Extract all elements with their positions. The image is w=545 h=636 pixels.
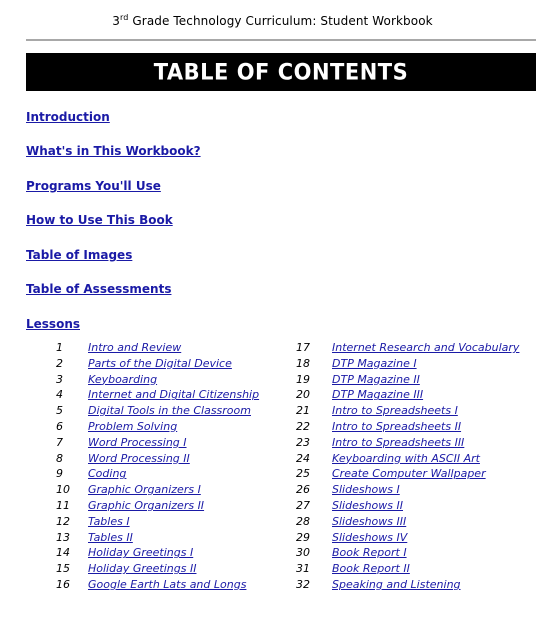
lesson-link[interactable]: Internet and Digital Citizenship: [88, 388, 260, 402]
lesson-number: 20: [296, 388, 310, 402]
lesson-row: [26, 514, 259, 530]
lesson-number: 13: [56, 530, 70, 544]
lesson-number: 4: [56, 388, 63, 402]
lesson-row: [26, 403, 259, 419]
lesson-row: [26, 451, 259, 467]
lesson-link[interactable]: Google Earth Lats and Longs: [88, 577, 247, 591]
lesson-link[interactable]: Book Report I: [332, 546, 407, 560]
lesson-row: [296, 387, 519, 403]
link-table-of-assessments[interactable]: Table of Assessments: [26, 282, 172, 296]
header-grade: 3: [112, 14, 121, 28]
lesson-row: [26, 482, 259, 498]
lesson-number: 18: [296, 356, 310, 370]
link-how-to-use-book[interactable]: How to Use This Book: [26, 213, 173, 227]
lesson-row: [296, 514, 519, 530]
lessons-column-2: [296, 340, 519, 593]
lesson-link[interactable]: Word Processing II: [88, 451, 190, 465]
lesson-row: [26, 530, 259, 546]
lesson-number: 29: [296, 530, 310, 544]
link-lessons[interactable]: Lessons: [26, 317, 80, 331]
lesson-link[interactable]: Holiday Greetings I: [88, 546, 194, 560]
page-header: [0, 14, 545, 28]
lesson-row: [296, 530, 519, 546]
lesson-number: 8: [56, 451, 63, 465]
lesson-row: [296, 356, 519, 372]
lesson-link[interactable]: Speaking and Listening: [332, 577, 461, 591]
lesson-link[interactable]: Create Computer Wallpaper: [332, 467, 486, 481]
lesson-link[interactable]: Coding: [88, 467, 127, 481]
lesson-row: [26, 498, 259, 514]
lesson-number: 32: [296, 577, 310, 591]
lesson-number: 6: [56, 419, 63, 433]
lesson-number: 24: [296, 451, 310, 465]
lesson-link[interactable]: Slideshows IV: [332, 530, 408, 544]
lesson-link[interactable]: Holiday Greetings II: [88, 562, 197, 576]
lesson-link[interactable]: Parts of the Digital Device: [88, 356, 232, 370]
lesson-row: [296, 372, 519, 388]
lesson-link[interactable]: Tables II: [88, 530, 133, 544]
lesson-number: 14: [56, 546, 70, 560]
lesson-row: [296, 482, 519, 498]
lesson-number: 7: [56, 435, 63, 449]
lesson-row: [26, 419, 259, 435]
lesson-number: 28: [296, 514, 310, 528]
lessons-column-1: [26, 340, 259, 593]
link-introduction[interactable]: Introduction: [26, 110, 110, 124]
lesson-link[interactable]: Tables I: [88, 514, 130, 528]
lesson-link[interactable]: Book Report II: [332, 562, 410, 576]
lesson-row: [26, 545, 259, 561]
lesson-row: [296, 340, 519, 356]
lesson-link[interactable]: Slideshows II: [332, 498, 403, 512]
lesson-number: 17: [296, 341, 310, 354]
lesson-row: [26, 577, 259, 593]
lesson-row: [296, 419, 519, 435]
header-title: Grade Technology Curriculum: Student Workbook: [128, 14, 433, 28]
lesson-row: [296, 498, 519, 514]
link-programs-youll-use[interactable]: Programs You'll Use: [26, 179, 161, 193]
lesson-number: 25: [296, 467, 310, 481]
link-table-of-images[interactable]: Table of Images: [26, 248, 133, 262]
lesson-link[interactable]: DTP Magazine II: [332, 372, 420, 386]
lesson-number: 22: [296, 419, 310, 433]
lesson-number: 31: [296, 562, 310, 576]
lesson-row: [296, 435, 519, 451]
lesson-link[interactable]: DTP Magazine III: [332, 388, 424, 402]
lesson-row: [296, 561, 519, 577]
lesson-number: 11: [56, 498, 70, 512]
lesson-row: [296, 403, 519, 419]
lesson-number: 3: [56, 372, 63, 386]
lesson-link[interactable]: Graphic Organizers I: [88, 483, 201, 497]
lesson-number: 9: [56, 467, 63, 481]
lesson-row: [26, 466, 259, 482]
lesson-link[interactable]: Problem Solving: [88, 419, 178, 433]
lesson-link[interactable]: Keyboarding with ASCII Art: [332, 451, 480, 465]
lesson-number: 16: [56, 577, 70, 591]
lesson-link[interactable]: Intro to Spreadsheets I: [332, 404, 458, 418]
lesson-row: [26, 356, 259, 372]
lesson-link[interactable]: Word Processing I: [88, 435, 187, 449]
lesson-link[interactable]: Slideshows III: [332, 514, 407, 528]
lesson-number: 1: [56, 341, 63, 354]
lesson-link[interactable]: Intro to Spreadsheets II: [332, 419, 462, 433]
lesson-number: 5: [56, 404, 63, 418]
lesson-number: 30: [296, 546, 310, 560]
lesson-number: 2: [56, 356, 63, 370]
lesson-number: 10: [56, 483, 70, 497]
lesson-number: 12: [56, 514, 70, 528]
lesson-link[interactable]: Slideshows I: [332, 483, 400, 497]
lesson-row: [26, 561, 259, 577]
toc-banner: [26, 53, 536, 91]
lesson-number: 23: [296, 435, 310, 449]
lesson-number: 15: [56, 562, 70, 576]
lesson-link[interactable]: Intro to Spreadsheets III: [332, 435, 465, 449]
lesson-link[interactable]: Keyboarding: [88, 372, 158, 386]
lesson-row: [296, 577, 519, 593]
lesson-link[interactable]: Graphic Organizers II: [88, 498, 205, 512]
lesson-number: 21: [296, 404, 310, 418]
header-superscript: rd: [120, 13, 129, 22]
lesson-row: [296, 545, 519, 561]
lesson-row: [296, 451, 519, 467]
lesson-number: 26: [296, 483, 310, 497]
lesson-row: [296, 466, 519, 482]
lesson-link[interactable]: Internet Research and Vocabulary: [332, 341, 520, 354]
banner-title: TABLE OF CONTENTS: [153, 59, 409, 85]
lesson-number: 19: [296, 372, 310, 386]
header-divider: [26, 39, 536, 41]
lesson-link[interactable]: DTP Magazine I: [332, 356, 417, 370]
lesson-row: [26, 387, 259, 403]
lesson-row: [26, 435, 259, 451]
lesson-row: [26, 372, 259, 388]
lesson-row: [26, 340, 259, 356]
lesson-number: 27: [296, 498, 310, 512]
lesson-link[interactable]: Intro and Review: [88, 341, 182, 354]
lesson-link[interactable]: Digital Tools in the Classroom: [88, 404, 251, 418]
link-whats-in-workbook[interactable]: What's in This Workbook?: [26, 144, 201, 158]
